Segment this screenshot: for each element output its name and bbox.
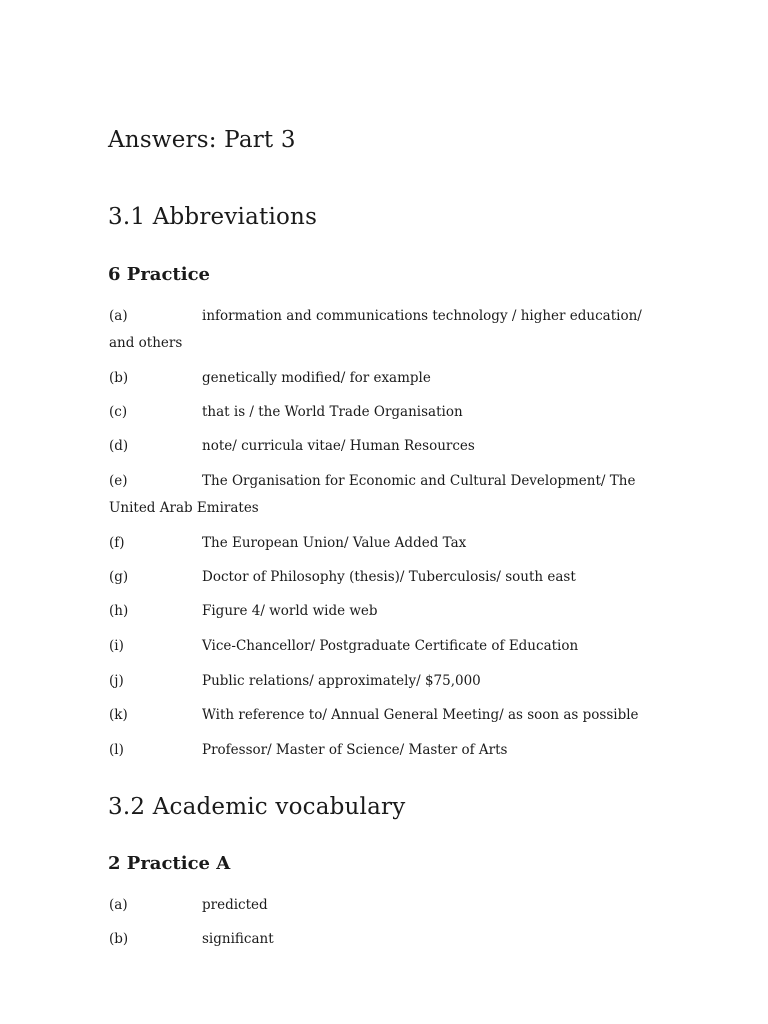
- subheading-practice-6: 6 Practice: [108, 264, 210, 285]
- item-label: (i): [109, 638, 124, 654]
- subheading-practice-2a: 2 Practice A: [108, 853, 231, 874]
- item-text: The Organisation for Economic and Cultural Development/ The United Arab Emirates: [109, 473, 636, 516]
- item-label: (f): [109, 535, 125, 551]
- item-text: Vice-Chancellor/ Postgraduate Certificate of Education: [202, 638, 579, 654]
- item-text: predicted: [202, 897, 268, 913]
- item-label: (h): [109, 603, 129, 619]
- item-text: The European Union/ Value Added Tax: [202, 535, 467, 551]
- item-text: note/ curricula vitae/ Human Resources: [202, 438, 475, 454]
- item-text: With reference to/ Annual General Meeting/ as soon as possible: [202, 707, 639, 723]
- list-item: [109, 702, 669, 729]
- list-item: [109, 468, 669, 522]
- list-item: [109, 564, 669, 591]
- item-label: (l): [109, 742, 124, 758]
- item-text: Professor/ Master of Science/ Master of Arts: [202, 742, 508, 758]
- section-heading-abbreviations: 3.1 Abbreviations: [108, 204, 318, 230]
- item-label: (k): [109, 707, 128, 723]
- item-text: significant: [202, 931, 274, 947]
- section-heading-academic-vocabulary: 3.2 Academic vocabulary: [108, 794, 406, 820]
- list-item: [109, 668, 669, 695]
- list-item: [109, 433, 669, 460]
- item-text: genetically modified/ for example: [202, 370, 431, 386]
- item-text: Figure 4/ world wide web: [202, 603, 378, 619]
- item-label: (g): [109, 569, 129, 585]
- item-label: (b): [109, 931, 129, 947]
- list-item: [109, 365, 669, 392]
- item-label: (d): [109, 438, 129, 454]
- item-text: that is / the World Trade Organisation: [202, 404, 463, 420]
- item-text: information and communications technology / higher education/ and others: [109, 308, 642, 351]
- list-item: [109, 892, 669, 919]
- item-text: Doctor of Philosophy (thesis)/ Tuberculosis/ south east: [202, 569, 576, 585]
- item-label: (j): [109, 673, 124, 689]
- list-item: [109, 926, 669, 953]
- list-item: [109, 530, 669, 557]
- list-item: [109, 633, 669, 660]
- list-item: [109, 303, 669, 357]
- item-label: (e): [109, 473, 128, 489]
- list-item: [109, 598, 669, 625]
- item-label: (b): [109, 370, 129, 386]
- page-title: Answers: Part 3: [108, 127, 296, 153]
- item-text: Public relations/ approximately/ $75,000: [202, 673, 481, 689]
- list-item: [109, 737, 669, 764]
- item-label: (a): [109, 308, 128, 324]
- list-item: [109, 399, 669, 426]
- item-label: (c): [109, 404, 128, 420]
- item-label: (a): [109, 897, 128, 913]
